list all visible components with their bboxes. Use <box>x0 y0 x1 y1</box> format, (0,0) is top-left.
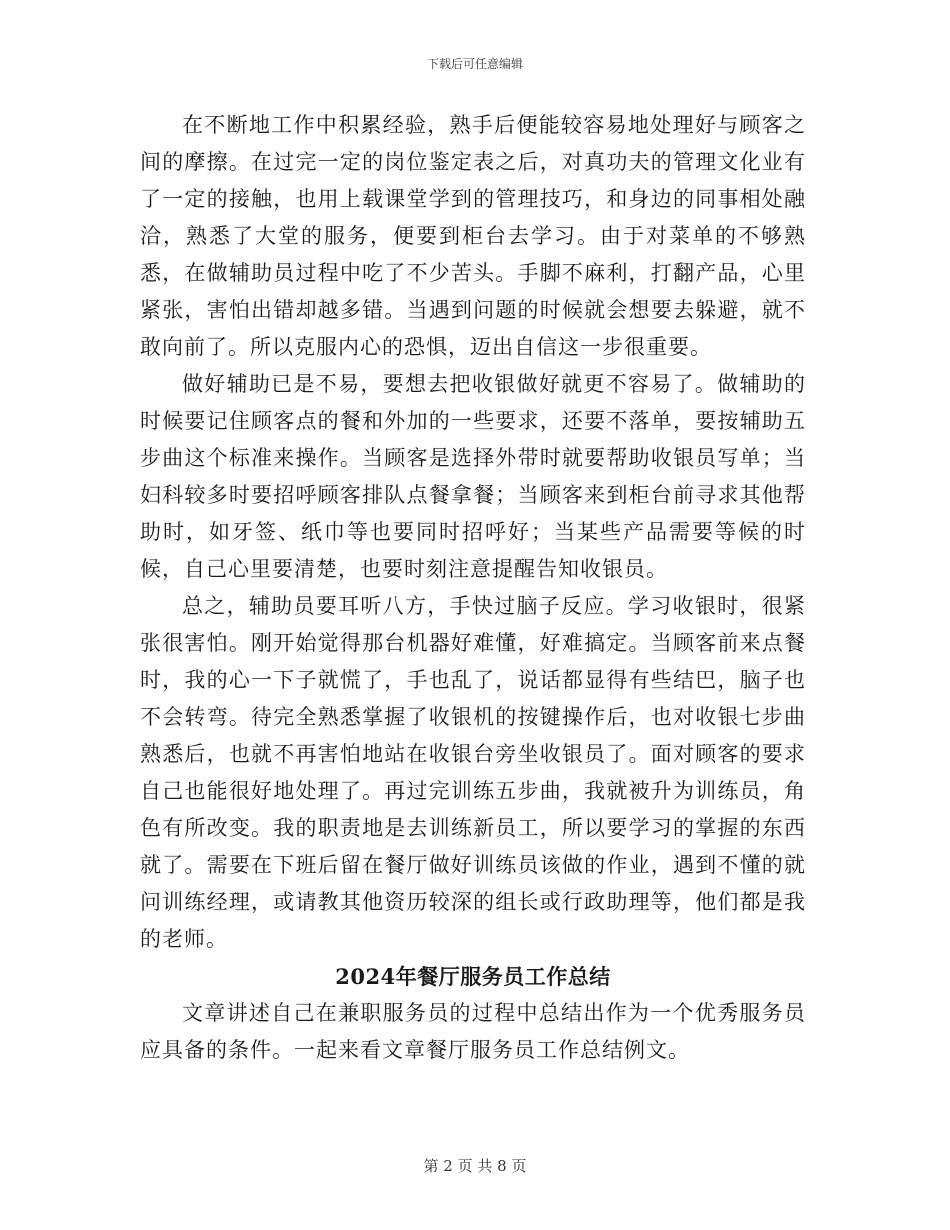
page-number: 第 2 页 共 8 页 <box>423 1157 527 1175</box>
page-header: 下载后可任意编辑 <box>426 57 523 71</box>
paragraph-workplace-experience: 在不断地工作中积累经验，熟手后便能较容易地处理好与顾客之间的摩擦。在过完一定的岗位鉴定表之后，对真功夫的管理文化业有了一定的接触，也用上载课堂学到的管理技巧，和身边的同事相处融洽，熟悉了大堂的服务，便要到柜台去学习。由于对菜单的不够熟悉，在做辅助员过程中吃了不少苦头。手脚不麻利，打翻产品，心里紧张，害怕出错却越多错。当遇到问题的时候就会想要去躲避，就不敢向前了。所以克服内心的恐惧，迈出自信这一步很重要。 <box>140 113 806 359</box>
paragraph-cashier-training: 总之，辅助员要耳听八方，手快过脑子反应。学习收银时，很紧张很害怕。刚开始觉得那台机器好难懂，好难搞定。当顾客前来点餐时，我的心一下子就慌了，手也乱了，说话都显得有些结巴，脑子也不会转弯。待完全熟悉掌握了收银机的按键操作后，也对收银七步曲熟悉后，也就不再害怕地站在收银台旁坐收银员了。面对顾客的要求自己也能很好地处理了。再过完训练五步曲，我就被升为训练员，角色有所改变。我的职责地是去训练新员工，所以要学习的掌握的东西就了。需要在下班后留在餐厅做好训练员该做的作业，遇到不懂的就问训练经理，或请教其他资历较深的组长或行政助理等，他们都是我的老师。 <box>140 594 806 951</box>
section-title: 2024年餐厅服务员工作总结 <box>335 964 611 989</box>
document-body <box>140 107 806 1069</box>
paragraph-assistant-duties: 做好辅助已是不易，要想去把收银做好就更不容易了。做辅助的时候要记住顾客点的餐和外加的一些要求，还要不落单，要按辅助五步曲这个标准来操作。当顾客是选择外带时就要帮助收银员写单；当妇科较多时要招呼顾客排队点餐拿餐；当顾客来到柜台前寻求其他帮助时，如牙签、纸巾等也要同时招呼好；当某些产品需要等候的时候，自己心里要清楚，也要时刻注意提醒告知收银员。 <box>140 372 806 581</box>
paragraph-article-intro: 文章讲述自己在兼职服务员的过程中总结出作为一个优秀服务员应具备的条件。一起来看文章餐厅服务员工作总结例文。 <box>140 1001 806 1062</box>
